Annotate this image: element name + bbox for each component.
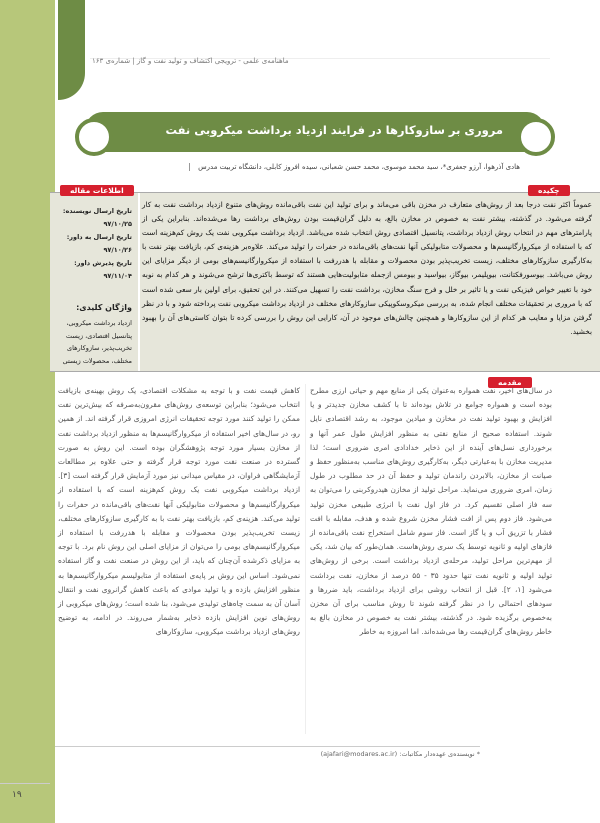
date-sent-to-reviewer: تاریخ ارسال به داور: ۹۷/۱۰/۲۶ [66, 233, 132, 254]
abstract-text: عموماً اکثر نفت درجا بعد از روش‌های متعارف در مخزن باقی می‌ماند و برای تولید این نفت باقی‌مانده روش‌های متنوع ازدیاد برداشت نفت به کار گرفته می‌شود. در گذشته، بیشتر نفت به خصوص در مخازن بالغ، به دلیل گران‌قیمت بودن روش‌های برداشت رها می‌شده‌اند. بنابراین یکی از پارامترهای مهم در انتخاب روش ازدیاد برداشت، پتانسیل اقتصادی روش انتخاب شده می‌باشد. ازدیاد برداشت میکروبی نفت یک روش کم‌هزینه است که با استفاده از میکروارگانیسم‌ها و محصولات متابولیکی آنها نفت‌های باقی‌مانده در حفرات را تولید می‌کند. علاوه‌بر هزینه‌ی کم، بازیافت بهتر نفت با به‌کارگیری سازوکارهای مختلف، زیست تخریب‌پذیر بودن محصولات و مقابله با هدررفت با استفاده از میکروارگانیسم‌های بومی از دیگر مزایای این روش می‌باشد. بیوسورفکتانت، بیوپلیمر، بیوگاز، بیواسید و بیومس ازجمله متابولیت‌هایی هستند که توسط باکتری‌ها ترشح می‌شوند و هر کدام به نوبه خود با تغییر خواص فیزیکی نفت و یا تاثیر بر خلل و فرج سنگ مخازن، برداشت نفت را تسهیل می‌کنند. در این تحقیق، برای اولین بار سعی شده است که با مروری بر تحقیقات مختلف انجام شده، به بررسی میکروسکوپیکی سازوکارهای مختلف در ازدیاد برداشت میکروبی نفت پرداخته شود و با در نظر گرفتن مزایا و معایب هر کدام از این سازوکارها و همچنین چالش‌های موجود در آن، کارایی این روش را بررسی کرده تا بتوان کاستی‌های آن را بهبود بخشید. [142, 200, 592, 336]
abstract-label: چکیده [528, 185, 570, 196]
page-number: ۱۹ [12, 790, 22, 800]
article-info-panel [50, 186, 140, 371]
date-submitted: تاریخ ارسال نویسنده: ۹۷/۱۰/۲۵ [62, 207, 132, 228]
title-banner [85, 112, 545, 152]
article-info-label: اطلاعات مقاله [60, 185, 134, 196]
footnote-divider [55, 746, 480, 747]
authors-line: هادی آذرهوا، آرزو جعفری*، سید محمد موسوی، محمد حسن شعبانی، سیده افروز کابلی، دانشگاه تربیت مدرس [189, 163, 520, 171]
keywords-label: واژگان کلیدی: [76, 303, 132, 312]
intro-label: مقدمه [488, 377, 532, 388]
abstract-box [50, 186, 600, 372]
intro-column-left: کاهش قیمت نفت و با توجه به مشکلات اقتصادی، یک روش بهینه‌ی بازیافت انتخاب می‌شود؛ بنابراین توسعه‌ی روش‌های مقرون‌به‌صرفه که بیش‌ترین نفت ممکن را تولید کنند مورد توجه تحقیقات انرژی امروزی قرار گرفته اند. از همین رو، در سال‌های اخیر استفاده از میکروارگانیسم‌ها به منظور ازدیاد برداشت نفت از مخازن بسیار مورد توجه پژوهشگران بوده است. این روش به صورت گسترده در صنعت نفت مورد توجه قرار گرفته و حتی علاوه بر مطالعات آزمایشگاهی فراوان، در مقیاس میدانی نیز مورد آزمایش قرار گرفته است [۳]. ازدیاد برداشت میکروبی نفت یک روش کم‌هزینه است که با استفاده از میکروارگانیسم‌ها و محصولات متابولیکی آنها نفت‌های باقی‌مانده در حفرات را تولید می‌کند. هزینه‌ی کم، بازیافت بهتر نفت با به کارگیری سازوکارهای مختلف، زیست تخریب‌پذیر بودن محصولات و مقابله با هدررفت با استفاده از میکروارگانیسم‌های بومی را می‌توان از مزایای اصلی این روش نام برد. با توجه به مزایای ذکرشده آن‌چنان که باید، از این روش در صنعت نفت و گاز استفاده نمی‌شود. اساس این روش بر پایه‌ی استفاده از متابولیسم میکروارگانیسم‌ها به منظور افزایش بازده و یا تولید موادی که باعث کاهش گرانروی نفت و انتقال آسان آن به سمت چاه‌های تولیدی می‌شود، بنا شده است؛ روش‌های میکروبی از روش‌های نوین افزایش بازده ذخایر به‌شمار می‌روند. در ادامه، به توضیح روش‌های ازدیاد برداشت میکروبی، سازوکارهای [58, 386, 300, 637]
running-head-text: ماهنامه‌ی علمی - ترویجی اکتشاف و تولید نفت و گاز | شماره‌ی ۱۶۳ [92, 57, 289, 65]
article-info-dates [50, 205, 132, 283]
page-number-rule [0, 783, 50, 784]
decorative-side-bar [0, 0, 55, 823]
footnote: * نویسنده‌ی عهده‌دار مکاتبات: (ajafari@modares.ac.ir) [320, 750, 480, 758]
intro-column-right: در سال‌های اخیر، نفت همواره به‌عنوان یکی از منابع مهم و حیاتی ارزی مطرح بوده است و همواره جوامع در تلاش بوده‌اند تا با کشف مخازن جدیدتر و یا افزایش و بهبود تولید نفت در مخازن و میادین موجود، به رشد اقتصادی نایل شوند. استفاده صحیح از منابع نفتی به منظور افزایش طول عمر آنها و برخورداری نسل‌های آینده از این ذخایر خدادادی امری ضروری است؛ لذا مدیریت مخازن با به‌عبارتی دیگر، به‌کارگیری روش‌های مناسب به‌منظور حفظ و صیانت از مخازن، بالابردن راندمان تولید و حفظ آن در حد مطلوب در طول زمان، امری ضروری می‌نماید. مراحل تولید از مخازن هیدروکربنی را می‌توان به سه فاز اصلی تقسیم کرد. در فاز اول نفت با انرژی طبیعی مخزن تولید می‌شود. فاز دوم پس از افت فشار مخزن شروع شده و هدف، مقابله با افت فشار با تزریق آب و یا گاز است. فاز سوم شامل استخراج نفت باقی‌مانده از فازهای اولیه و ثانویه توسط یک سری روش‌هاست. همان‌طور که بیان شد، یکی از مهم‌ترین مراحل تولید، مرحله‌ی ازدیاد برداشت است. برخی از روش‌های تولید اولیه و ثانویه نفت تنها حدود ۳۵ - ۵۵ درصد از مخازن، نفت برداشت می‌شود [۱، ۲]. قبل از انتخاب روشی برای ازدیاد برداشت، باید ضررها و سودهای احتمالی را در نظر گرفته شوند تا روش مناسب برای آن مخزن به‌خصوص برگزیده شود. در گذشته، بیشتر نفت به خصوص در مخازن بالغ به خاطر روش‌های گران‌قیمت رها می‌شده‌اند. اما امروزه به خاطر [310, 386, 552, 637]
decorative-side-bar-dark [58, 0, 85, 100]
ornament-right-icon [517, 118, 555, 156]
date-accepted: تاریخ پذیرش داور: ۹۷/۱۱/۰۴ [74, 259, 132, 280]
keywords-text: ازدیاد برداشت میکروبی، پتانسیل اقتصادی، زیست تخریب‌پذیر، سازوکارهای مختلف، محصولات زیستی [62, 319, 132, 365]
ornament-left-icon [75, 118, 113, 156]
running-head [92, 57, 552, 65]
column-divider [305, 384, 306, 734]
article-title: مروری بر سازوکارها در فرایند ازدیاد برداشت میکروبی نفت [165, 123, 503, 137]
